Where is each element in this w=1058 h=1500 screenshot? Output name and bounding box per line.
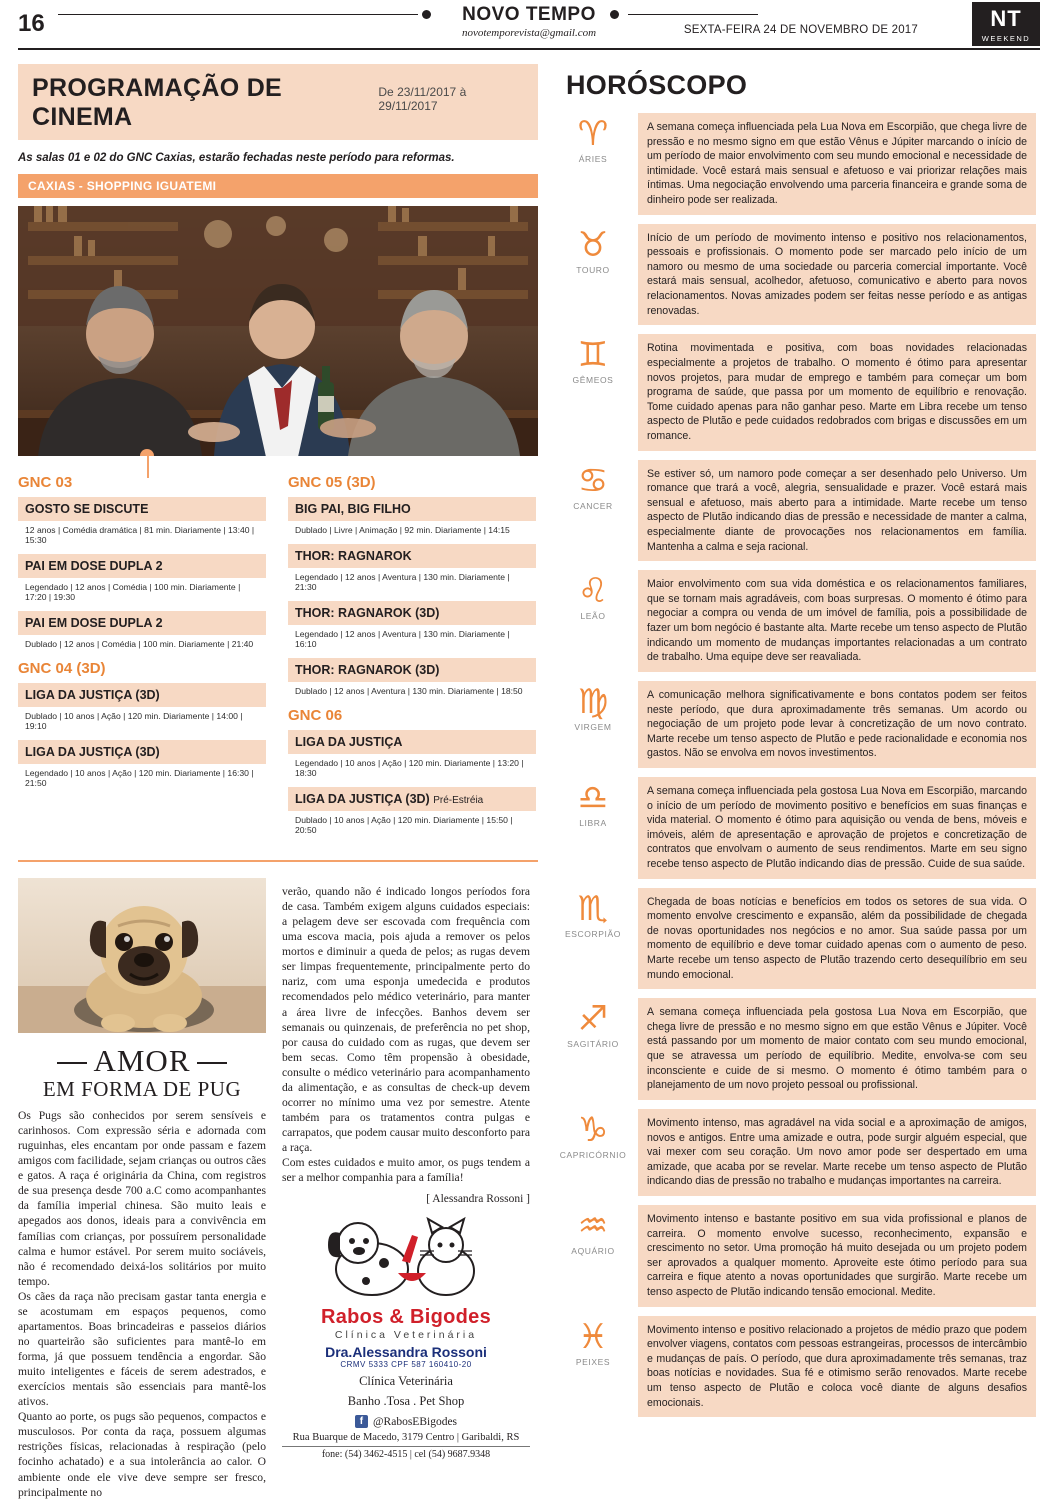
aries-icon <box>558 113 628 164</box>
horoscope-sign-capricornio <box>558 1109 1036 1196</box>
issue-date: SEXTA-FEIRA 24 DE NOVEMBRO DE 2017 <box>683 24 918 36</box>
leo-glyph: ♌ <box>577 571 609 612</box>
nt-logo-text: NT <box>972 2 1040 34</box>
vet-ad-crmv: CRMV 5333 CPF 587 160410-20 <box>340 1360 472 1370</box>
cancer-label: CANCER <box>573 500 613 511</box>
horoscope-sign-sagitario <box>558 998 1036 1100</box>
horoscope-sign-aries <box>558 113 1036 215</box>
page-columns <box>18 64 1040 1500</box>
pug-article-left <box>18 878 266 1500</box>
pug-photo-illustration <box>18 878 266 1033</box>
vet-ad-address: Rua Buarque de Macedo, 3179 Centro | Garibaldi, RS <box>292 1432 520 1444</box>
listings-column-2 <box>288 472 536 844</box>
vet-ad-service-1: Clínica Veterinária <box>359 1374 453 1389</box>
vet-ad-subtitle: Clínica Veterinária <box>334 1329 478 1342</box>
capricorn-label: CAPRICÓRNIO <box>559 1149 627 1160</box>
horoscope-sign-touro <box>558 224 1036 326</box>
film-info: Dublado | 12 anos | Aventura | 130 min. Diariamente | 18:50 <box>295 686 523 696</box>
horoscope-sign-aquario <box>558 1205 1036 1307</box>
horoscope-sign-libra <box>558 777 1036 879</box>
scorpio-icon <box>558 888 628 939</box>
virgo-glyph: ♍ <box>577 681 609 722</box>
horoscope-sign-leao <box>558 570 1036 672</box>
film-title-text: LIGA DA JUSTIÇA (3D) <box>295 792 430 806</box>
cinema-listings <box>18 472 538 844</box>
taurus-label: TOURO <box>576 264 610 275</box>
libra-text: A semana começa influenciada pela gostosa Lua Nova em Escorpião, marcando o início de um período de movimento positivo e benefícios em suas finanças e vida material. O momento é ótimo para aquisição ou venda de bens, móveis e imóveis, além de apresentação e aprovação de projetos e concretização de contratos que envolvam o aumento de seus rendimentos. Marte em seu signo recebe tenso aspecto de Plutão indicando dias de pressão. Cuide de sua saúde. <box>638 777 1036 879</box>
masthead-rule-right <box>628 14 758 15</box>
libra-icon <box>558 777 628 828</box>
pug-article-right <box>282 878 530 1500</box>
pug-headline <box>18 1043 266 1102</box>
pug-headline-line1: AMOR <box>93 1043 191 1078</box>
cinema-note: As salas 01 e 02 do GNC Caxias, estarão fechadas neste período para reformas. <box>18 152 455 164</box>
vet-ad-facebook[interactable] <box>282 1415 530 1428</box>
cinema-photo-illustration <box>18 206 538 456</box>
cancer-icon <box>558 460 628 511</box>
film-info: Dublado | 10 anos | Ação | 120 min. Diariamente | 14:00 | 19:10 <box>25 711 243 731</box>
leo-icon <box>558 570 628 621</box>
film-premiere-tag: Pré-Estréia <box>433 795 484 806</box>
film-title: THOR: RAGNAROK (3D) <box>288 601 536 625</box>
room-label: GNC 04 (3D) <box>18 660 106 677</box>
cinema-title: PROGRAMAÇÃO DE CINEMA <box>32 74 283 131</box>
aquarius-icon <box>558 1205 628 1256</box>
brand-title: NOVO TEMPO <box>462 4 596 25</box>
taurus-text: Início de um período de movimento intenso e positivo nos relacionamentos, pessoais e profissionais. O momento pode ser marcado pelo início de um namoro ou mesmo de uma sociedade ou parceria comercial importante. Você estará mais sensual, acolhedor, afetuoso, comunicativo e aberto para novos relacionamentos. Novas amizades podem ser feitas nesse período e as antigas renovadas. <box>638 224 1036 326</box>
cinema-venue: CAXIAS - SHOPPING IGUATEMI <box>18 174 538 198</box>
film-title: THOR: RAGNAROK <box>288 544 536 568</box>
virgo-icon <box>558 681 628 732</box>
pisces-glyph: ♓ <box>577 1316 609 1357</box>
masthead-dot-right <box>610 10 619 19</box>
cinema-photo <box>18 206 538 456</box>
vet-ad-service-2: Banho .Tosa . Pet Shop <box>347 1394 465 1409</box>
aries-glyph: ♈ <box>577 114 609 154</box>
film-info: Legendado | 12 anos | Comédia | 100 min. Diariamente | 17:20 | 19:30 <box>25 582 241 602</box>
libra-glyph: ♎ <box>577 777 609 818</box>
sagittarius-text: A semana começa influenciada pela gostosa Lua Nova em Escorpião, que chega livre de pressão e no mesmo signo em que estão Vênus e Júpiter. Você está passando por um momento de maior contato com seu mundo emocional, que se atravessa um período de equilíbrio. Medite, envolva-se com seu inconsciente e cuide de si mesmo. O momento é ótimo também para o planejamento de um novo projeto pessoal ou profissional. <box>638 998 1036 1100</box>
scorpio-label: ESCORPIÃO <box>565 928 621 939</box>
pug-photo <box>18 878 266 1033</box>
aries-text: A semana começa influenciada pela Lua Nova em Escorpião, que chega livre de pressão e no mesmo signo em que estão Vênus e Júpiter marcando o início de um período de maior envolvimento com seu mundo emocional e necessidade de intimidade. Você estará mais sensual e afetuoso e vai priorizar relações mais íntimas. Uma negociação envolvendo uma parceria financeira e grande soma de dinheiro pode ser realizada. <box>638 113 1036 215</box>
nt-logo-subtitle: WEEKEND <box>972 34 1040 46</box>
room-label: GNC 03 <box>18 474 73 491</box>
gemini-label: GÊMEOS <box>572 375 614 386</box>
scorpio-text: Chegada de boas notícias e benefícios em todos os setores de sua vida. O momento envolve crescimento e expansão, além da possibilidade de chegada de novas oportunidades nos negócios e no amor. Sua saúde passa por um momento de equilíbrio e deve tomar cuidado apenas com o aumento de peso. Marte recebe um tenso aspecto de Plutão trazendo certo desequilíbrio em seu mundo emocional. <box>638 888 1036 990</box>
masthead <box>18 0 1040 50</box>
leo-label: LEÃO <box>580 611 606 622</box>
film-info: Legendado | 12 anos | Aventura | 130 min. Diariamente | 16:10 <box>295 629 510 649</box>
libra-label: LIBRA <box>579 817 607 828</box>
taurus-glyph: ♉ <box>577 224 609 265</box>
room-label: GNC 05 (3D) <box>288 474 376 491</box>
gemini-icon <box>558 334 628 385</box>
aquarius-text: Movimento intenso e bastante positivo em sua vida profissional e planos de carreira. O momento envolve sucesso, reconhecimento, expansão e crescimento no setor. Uma promoção há muito desejada ou um projeto podem ser aprovados a qualquer momento. Aproveite este ótimo período para sua carreira e fique atento a novas oportunidades que surgirão. Marte recebe um tenso aspecto de Plutão indicando tensão emocional. Medite. <box>638 1205 1036 1307</box>
nt-weekend-logo <box>972 2 1040 46</box>
film-title: LIGA DA JUSTIÇA (3D) <box>18 683 266 707</box>
pug-body-column-2: verão, quando não é indicado longos períodos fora de casa. Também exigem alguns cuidados especiais: a pelagem deve ser escovada com frequência com uma escova macia, pois ajuda a remover os pelos mortos e diminuir a queda de pelos; as rugas devem ser limpas frequentemente, principalmente perto do nariz, com uma esponja umedecida e produtos recomendados pelo médico veterinário, para manter a área livre de infecções. Banhos devem ser semanais ou quinzenais, de preferência no pet shop, por causa do cuidado com as rugas, que devem ser bem secas. Como têm propensão à obesidade, consulte o médico veterinário para acompanhamento da alimentação, e as consultas de check-up devem ocorrer no mínimo uma vez por semestre. Atente também para os tratamentos contra pulgas e carrapatos, que podem causar muito desconforto para a raça. Com estes cuidados e muito amor, os pugs tendem a ser a melhor companhia para a família! <box>282 885 530 1185</box>
film-title: LIGA DA JUSTIÇA <box>288 730 536 754</box>
facebook-icon: f <box>355 1415 368 1428</box>
room-block <box>18 474 266 658</box>
horoscope-sign-peixes <box>558 1316 1036 1418</box>
horoscope-sign-gemeos <box>558 334 1036 450</box>
pug-body-column-1: Os Pugs são conhecidos por serem sensíveis e carinhosos. Com expressão séria e adornada com ruguinhas, eles encantam por onde passam e fazem amigos com facilidade, sejam crianças ou outros cães e gatos. A raça é originária da China, com registros de sua presença desde 700 a.C como acompanhantes da família imperial chinesa. São muito leais e apegados aos donos, ideais para a convivência em famílias com crianças, por possuírem personalidade calma e humor estável. Por serem muito sociáveis, não é recomendado deixá-los solitários por muito tempo. Os cães da raça não precisam gastar tanta energia e se acostumam em espaços pequenos, como apartamentos. Boas brincadeiras e passeios diários no quarteirão são suficientes para mantê-lo em forma, já que possuem tendência a engordar. São muito inteligentes e fáceis de serem adestrados, e exercícios mentais são essenciais para mantê-los ativos. Quanto ao porte, os pugs são pequenos, compactos e musculosos. Por conta da raça, possuem algumas restrições físicas, relacionadas à respiração (pelo focinho achatado) e a sua intolerância ao calor. O ambiente onde ele vive deve sempre ser fresco, principalmente no <box>18 1109 266 1499</box>
listings-column-1 <box>18 472 266 844</box>
room-block <box>288 474 536 705</box>
section-divider <box>18 860 538 862</box>
film-info: Dublado | 12 anos | Comédia | 100 min. Diariamente | 21:40 <box>25 639 254 649</box>
film-info: Legendado | 10 anos | Ação | 120 min. Diariamente | 16:30 | 21:50 <box>25 768 254 788</box>
film-info: Dublado | 10 anos | Ação | 120 min. Diariamente | 15:50 | 20:50 <box>295 815 513 835</box>
aquarius-glyph: ♒ <box>577 1205 609 1246</box>
cancer-text: Se estiver só, um namoro pode começar a ser desenhado pelo Universo. Um romance que trará a você, alegria, sensualidade e prazer. Você estará mais sensual e afetuoso, mais aberto para a intimidade. Marte recebe um tenso aspecto de Plutão indicando dias de pressão e necessidade de manter a calma, especialmente diante de provocações nos relacionamentos em família. Mantenha a calma e seja racional. <box>638 460 1036 562</box>
pug-byline: [ Alessandra Rossoni ] <box>426 1193 530 1206</box>
aquarius-label: AQUÁRIO <box>571 1245 615 1256</box>
right-column <box>558 64 1036 1500</box>
film-title: THOR: RAGNAROK (3D) <box>288 658 536 682</box>
pisces-text: Movimento intenso e positivo relacionado a projetos de médio prazo que podem envolver viagens, contatos com pessoas estrangeiras, processos de intercâmbio e mudanças de país. O período, que dura aproximadamente três semanas, traz boas notícias e novidades. Sua fé e otimismo serão renovados. Marte recebe um tenso aspecto de Plutão e coloca você diante de alguns desafios emocionais. <box>638 1316 1036 1418</box>
vet-ad-phone: fone: (54) 3462-4515 | cel (54) 9687.9348 <box>282 1446 530 1460</box>
sagittarius-icon <box>558 998 628 1049</box>
photo-pin <box>140 449 154 456</box>
capricorn-icon <box>558 1109 628 1160</box>
film-title <box>288 787 536 811</box>
leo-text: Maior envolvimento com sua vida doméstica e os relacionamentos familiares, que se tornam mais agradáveis, com boas surpresas. O momento é ótimo para negociar a compra ou venda de um imóvel de família, pois a possibilidade de fazer um bom negócio é bastante alta. Marte recebe um tenso aspecto de Plutão indicando um momento de mudanças importantes relacionadas a um contrato de trabalho. Uma equipe deve ser reavaliada. <box>638 570 1036 672</box>
film-info: Legendado | 10 anos | Ação | 120 min. Diariamente | 13:20 | 18:30 <box>295 758 524 778</box>
pisces-label: PEIXES <box>575 1356 611 1367</box>
vet-ad-doctor: Dra.Alessandra Rossoni <box>325 1344 487 1361</box>
scorpio-glyph: ♏ <box>577 888 609 929</box>
film-info: Legendado | 12 anos | Aventura | 130 min. Diariamente | 21:30 <box>295 572 510 592</box>
film-title: PAI EM DOSE DUPLA 2 <box>18 611 266 635</box>
room-label: GNC 06 <box>288 707 343 724</box>
left-column <box>18 64 538 1500</box>
virgo-label: VIRGEM <box>574 721 612 732</box>
film-title: PAI EM DOSE DUPLA 2 <box>18 554 266 578</box>
capricorn-text: Movimento intenso, mas agradável na vida social e a aproximação de amigos, novos e antigos. Entre uma amizade e outra, pode surgir alguém especial, que vai mexer com seu coração. Um novo amor pode ser despertado em uma amizade, que acaba por se revelar. Marte recebe um tenso aspecto de Plutão indicando dias de pressão no trabalho e mudanças importantes na carreira. <box>638 1109 1036 1196</box>
horoscope-sign-virgem <box>558 681 1036 768</box>
sagittarius-label: SAGITÁRIO <box>567 1039 619 1050</box>
cancer-glyph: ♋ <box>577 460 609 501</box>
horoscope-sign-escorpiao <box>558 888 1036 990</box>
pug-article <box>18 878 538 1500</box>
vet-ad-facebook-handle: @RabosEBigodes <box>372 1415 458 1428</box>
aries-label: ÁRIES <box>578 154 608 164</box>
film-title: LIGA DA JUSTIÇA (3D) <box>18 740 266 764</box>
vet-advertisement[interactable] <box>282 1215 530 1460</box>
gemini-glyph: ♊ <box>577 335 609 376</box>
pisces-icon <box>558 1316 628 1367</box>
film-title: GOSTO SE DISCUTE <box>18 497 266 521</box>
horoscope-title: HORÓSCOPO <box>566 70 748 100</box>
page-number: 16 <box>18 10 45 37</box>
brand-email: novotemporevista@gmail.com <box>461 27 597 39</box>
film-info: 12 anos | Comédia dramática | 81 min. Diariamente | 13:40 | 15:30 <box>25 525 255 545</box>
cinema-period: De 23/11/2017 à 29/11/2017 <box>378 85 467 113</box>
film-title: BIG PAI, BIG FILHO <box>288 497 536 521</box>
room-block <box>18 660 266 797</box>
capricorn-glyph: ♑ <box>577 1109 609 1150</box>
virgo-text: A comunicação melhora significativamente e bons contatos podem ser feitos neste período, que dura aproximadamente três semanas. Um acordo ou negociação de um projeto pode levar à concretização de um novo contrato. Marte recebe um tenso aspecto de Plutão e pede racionalidade e economia nos gastos. Não se envolva em novos investimentos. <box>638 681 1036 768</box>
pug-headline-line2: EM FORMA DE PUG <box>42 1077 242 1101</box>
vet-ad-name: Rabos & Bigodes <box>320 1306 492 1329</box>
taurus-icon <box>558 224 628 275</box>
gemini-text: Rotina movimentada e positiva, com boas novidades relacionadas especialmente a projetos de trabalho. O momento é ótimo para apresentar novos projetos, para mudar de emprego e também para começar um bom programa de saúde, que passa por um momento de equilíbrio e renovação. Tome cuidado apenas para não ganhar peso. Marte em Libra recebe um tenso aspecto de Plutão e pede cuidados redobrados com brigas e discussões em um romance. <box>638 334 1036 450</box>
horoscope-sign-cancer <box>558 460 1036 562</box>
room-block <box>288 707 536 844</box>
vet-ad-logo-icon <box>306 1215 506 1301</box>
film-info: Dublado | Livre | Animação | 92 min. Diariamente | 14:15 <box>295 525 510 535</box>
cinema-header <box>18 64 538 140</box>
sagittarius-glyph: ♐ <box>577 999 609 1040</box>
